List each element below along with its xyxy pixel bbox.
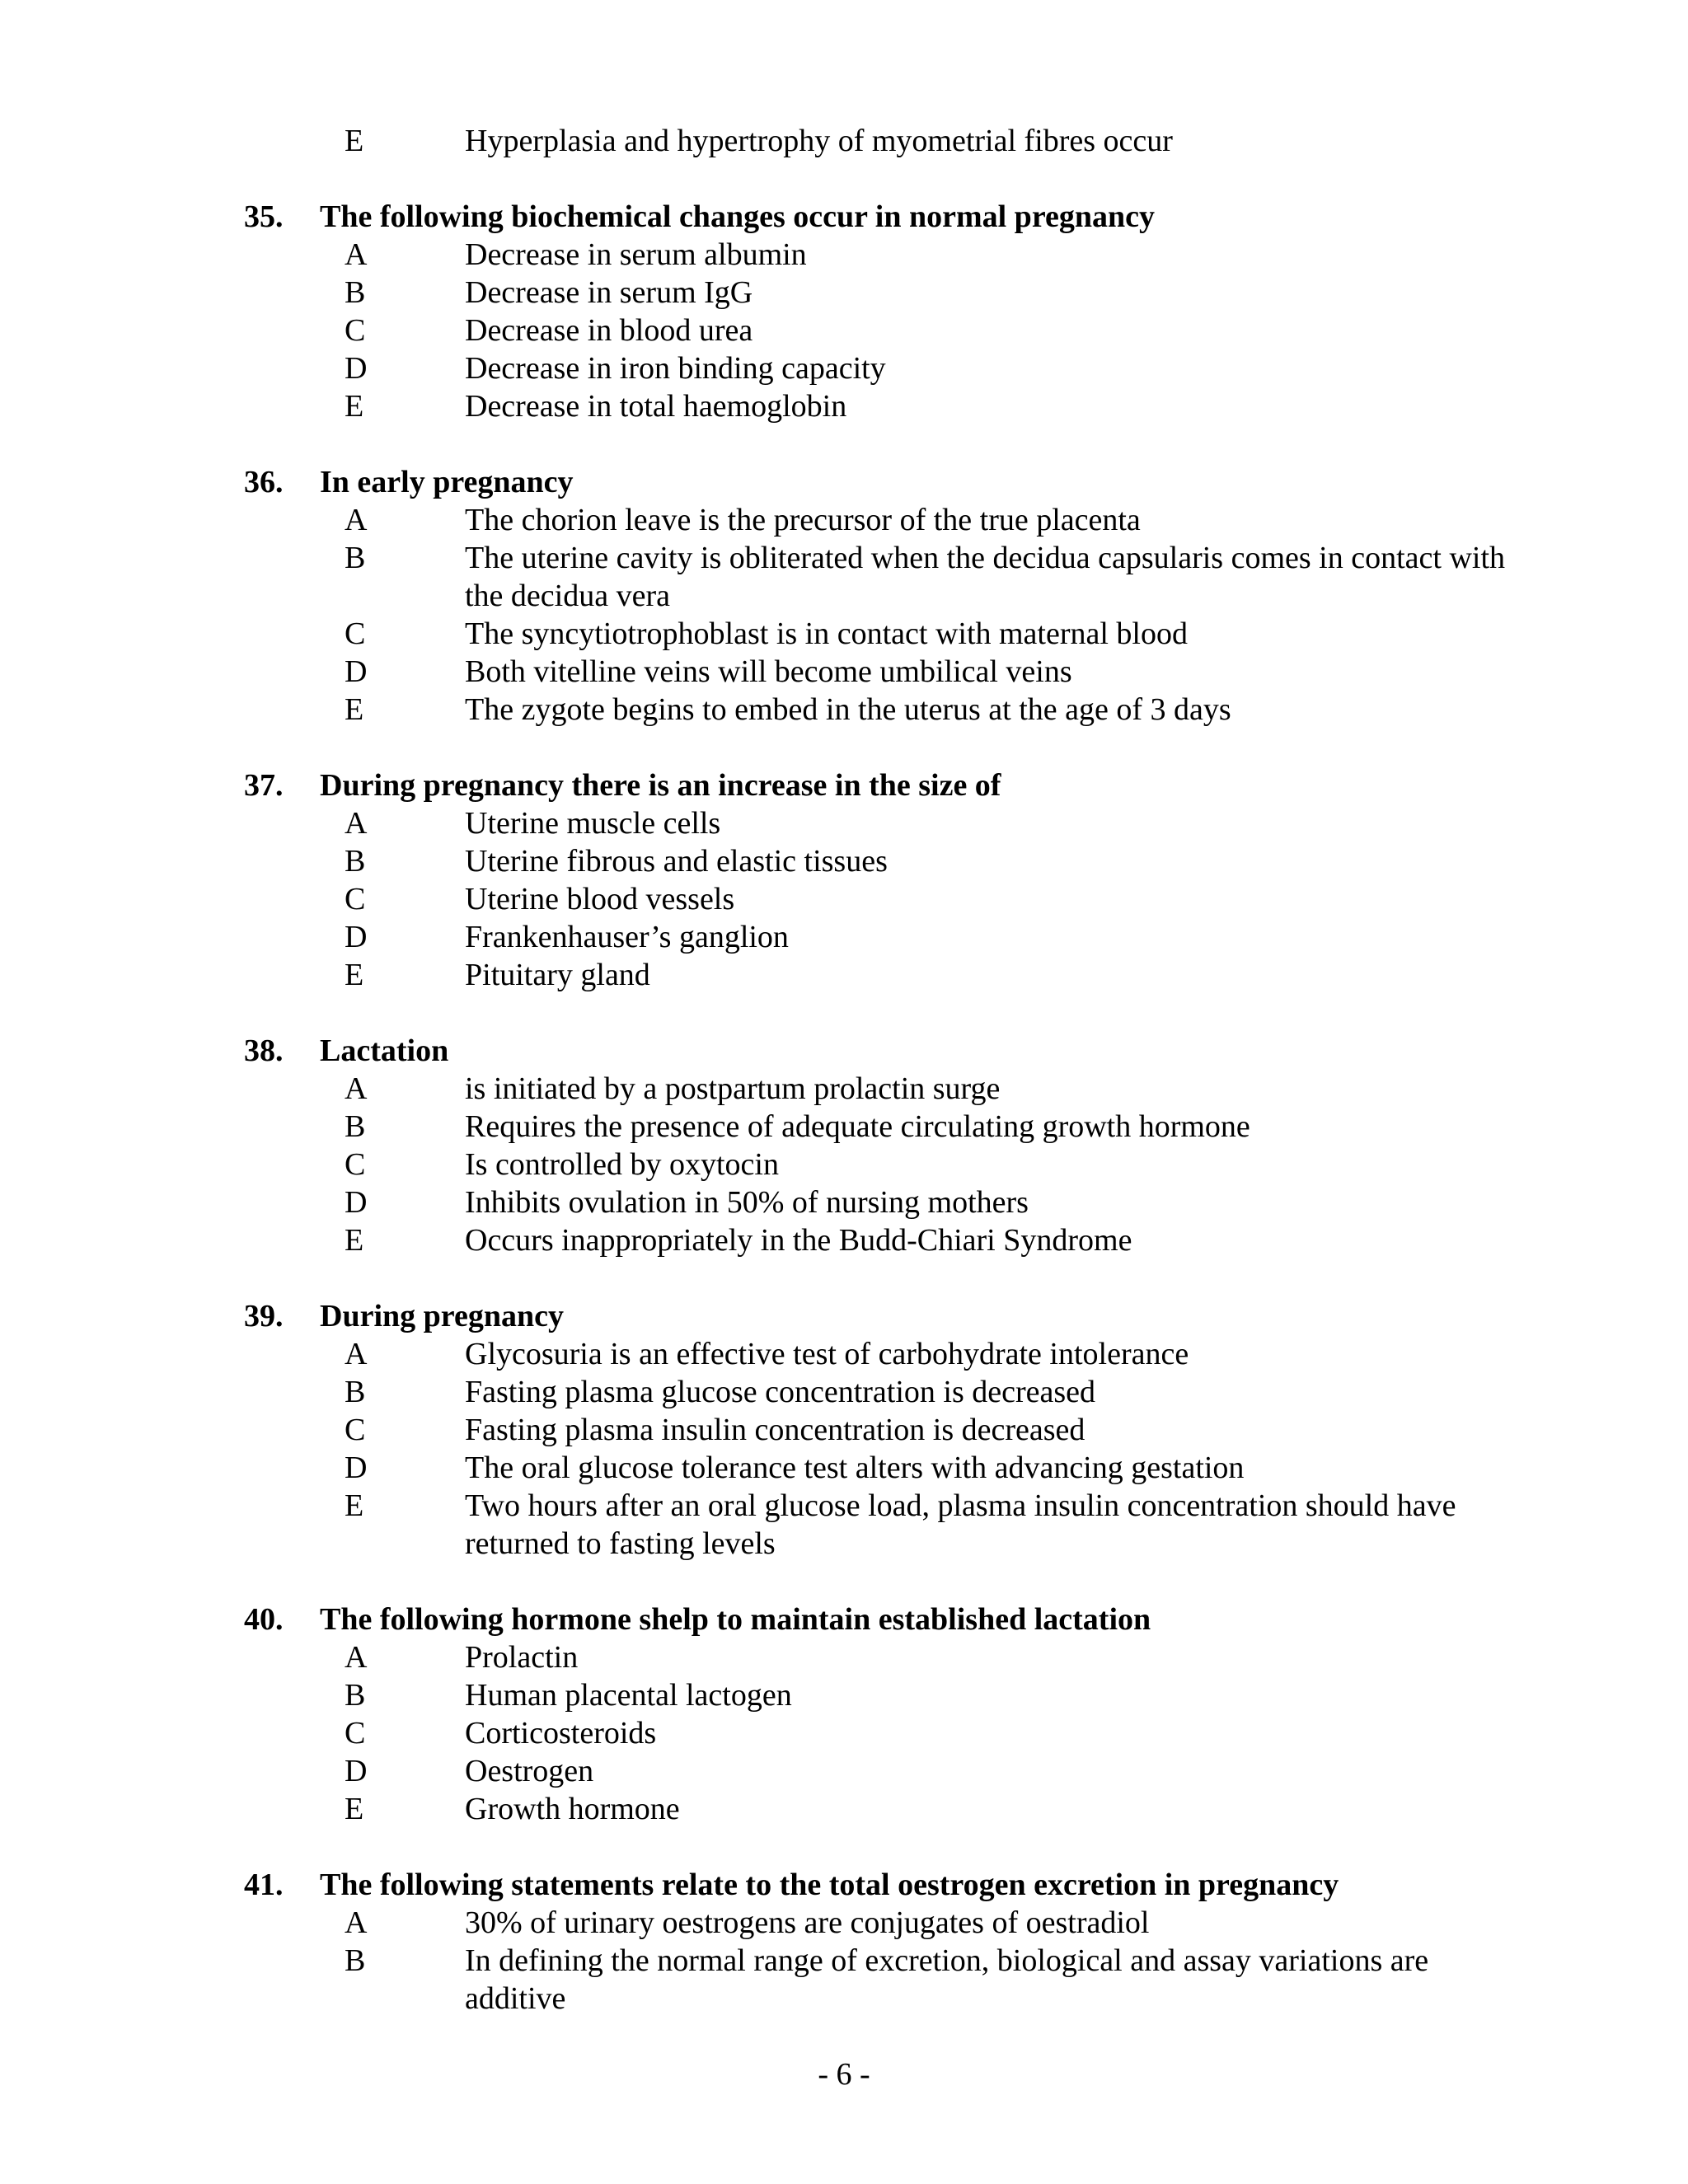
option-letter: A xyxy=(345,237,368,272)
answer-option xyxy=(244,1183,1530,1221)
answer-option xyxy=(244,918,1530,956)
question-number: 35. xyxy=(244,199,284,234)
question-block xyxy=(244,463,1530,729)
option-letter: D xyxy=(345,351,368,386)
question-number: 36. xyxy=(244,465,284,499)
option-letter: B xyxy=(345,541,366,575)
option-letter: A xyxy=(345,1640,368,1675)
option-text: Human placental lactogen xyxy=(465,1678,792,1713)
answer-option xyxy=(244,1108,1530,1146)
option-text: Oestrogen xyxy=(465,1754,594,1788)
option-letter: D xyxy=(345,1754,368,1788)
question-block xyxy=(244,198,1530,425)
option-letter: B xyxy=(345,844,366,879)
option-text: Decrease in serum albumin xyxy=(465,237,807,272)
question-heading xyxy=(244,1601,1530,1638)
option-text: Prolactin xyxy=(465,1640,579,1675)
question-stem: Lactation xyxy=(320,1033,449,1068)
option-letter: E xyxy=(345,1488,364,1523)
option-text: Decrease in total haemoglobin xyxy=(465,389,847,424)
answer-option xyxy=(244,1449,1530,1487)
option-text: Pituitary gland xyxy=(465,958,650,992)
answer-option xyxy=(244,1714,1530,1752)
question-block xyxy=(244,1866,1530,2018)
option-text: Uterine muscle cells xyxy=(465,806,721,841)
question-heading xyxy=(244,766,1530,804)
option-text: The chorion leave is the precursor of the true placenta xyxy=(465,503,1141,537)
option-letter: D xyxy=(345,920,368,954)
question-heading xyxy=(244,1032,1530,1070)
answer-option xyxy=(244,349,1530,387)
question-heading xyxy=(244,463,1530,501)
option-text: Occurs inappropriately in the Budd-Chiari Syndrome xyxy=(465,1223,1132,1258)
option-letter: A xyxy=(345,806,368,841)
answer-option xyxy=(244,880,1530,918)
option-letter: D xyxy=(345,654,368,689)
option-text: The oral glucose tolerance test alters with advancing gestation xyxy=(465,1451,1245,1485)
answer-option xyxy=(244,804,1530,842)
answer-option xyxy=(244,1335,1530,1373)
option-letter: D xyxy=(345,1185,368,1220)
answer-option xyxy=(244,956,1530,994)
answer-option xyxy=(244,691,1530,729)
option-letter: C xyxy=(345,616,366,651)
option-text: Requires the presence of adequate circulating growth hormone xyxy=(465,1109,1250,1144)
option-letter: E xyxy=(345,1792,364,1826)
option-text: Growth hormone xyxy=(465,1792,680,1826)
question-stem: The following hormone shelp to maintain established lactation xyxy=(320,1602,1151,1637)
option-letter: C xyxy=(345,1716,366,1750)
answer-option xyxy=(244,842,1530,880)
answer-option xyxy=(244,615,1530,653)
answer-option xyxy=(244,1790,1530,1828)
answer-option xyxy=(244,1487,1530,1563)
answer-option xyxy=(244,312,1530,349)
option-text: Both vitelline veins will become umbilical veins xyxy=(465,654,1072,689)
option-text: Uterine fibrous and elastic tissues xyxy=(465,844,888,879)
option-letter: C xyxy=(345,1413,366,1447)
option-letter: C xyxy=(345,1147,366,1182)
answer-option xyxy=(244,387,1530,425)
question-block xyxy=(244,1601,1530,1828)
option-letter: A xyxy=(345,1337,368,1371)
option-text: Inhibits ovulation in 50% of nursing mothers xyxy=(465,1185,1029,1220)
answer-option xyxy=(244,1070,1530,1108)
answer-option xyxy=(244,1904,1530,1942)
answer-option xyxy=(244,653,1530,691)
option-text: 30% of urinary oestrogens are conjugates of oestradiol xyxy=(465,1905,1150,1940)
option-text: is initiated by a postpartum prolactin surge xyxy=(465,1071,1001,1106)
option-text: The syncytiotrophoblast is in contact with maternal blood xyxy=(465,616,1188,651)
question-stem: During pregnancy xyxy=(320,1299,564,1333)
option-letter: B xyxy=(345,275,366,310)
question-list xyxy=(244,122,1530,2055)
option-text: The zygote begins to embed in the uterus at the age of 3 days xyxy=(465,692,1231,727)
question-number: 41. xyxy=(244,1868,284,1902)
question-block xyxy=(244,122,1530,160)
answer-option xyxy=(244,236,1530,274)
answer-option xyxy=(244,1676,1530,1714)
option-letter: E xyxy=(345,389,364,424)
option-text: Decrease in iron binding capacity xyxy=(465,351,886,386)
option-text: Fasting plasma insulin concentration is decreased xyxy=(465,1413,1085,1447)
option-letter: A xyxy=(345,1905,368,1940)
option-letter: E xyxy=(345,1223,364,1258)
option-letter: E xyxy=(345,692,364,727)
option-text: Decrease in blood urea xyxy=(465,313,753,348)
option-text: The uterine cavity is obliterated when the decidua capsularis comes in contact with the decidua vera xyxy=(465,541,1505,613)
option-letter: E xyxy=(345,124,364,158)
question-block xyxy=(244,1297,1530,1563)
option-letter: A xyxy=(345,1071,368,1106)
answer-option xyxy=(244,1221,1530,1259)
question-block xyxy=(244,766,1530,994)
option-letter: C xyxy=(345,882,366,916)
option-letter: E xyxy=(345,958,364,992)
option-text: Hyperplasia and hypertrophy of myometrial fibres occur xyxy=(465,124,1173,158)
answer-option xyxy=(244,1373,1530,1411)
answer-option xyxy=(244,1411,1530,1449)
question-heading xyxy=(244,1866,1530,1904)
option-text: In defining the normal range of excretion, biological and assay variations are additive xyxy=(465,1943,1429,2016)
option-letter: B xyxy=(345,1943,366,1978)
answer-option xyxy=(244,1146,1530,1183)
question-heading xyxy=(244,198,1530,236)
option-letter: A xyxy=(345,503,368,537)
question-block xyxy=(244,1032,1530,1259)
question-number: 37. xyxy=(244,768,284,803)
answer-option xyxy=(244,1942,1530,2018)
answer-option xyxy=(244,501,1530,539)
option-text: Fasting plasma glucose concentration is decreased xyxy=(465,1375,1096,1409)
question-heading xyxy=(244,1297,1530,1335)
option-letter: B xyxy=(345,1678,366,1713)
option-letter: C xyxy=(345,313,366,348)
question-number: 40. xyxy=(244,1602,284,1637)
answer-option xyxy=(244,274,1530,312)
question-number: 38. xyxy=(244,1033,284,1068)
question-stem: In early pregnancy xyxy=(320,465,574,499)
question-stem: During pregnancy there is an increase in the size of xyxy=(320,768,1001,803)
question-number: 39. xyxy=(244,1299,284,1333)
option-text: Corticosteroids xyxy=(465,1716,657,1750)
option-text: Frankenhauser’s ganglion xyxy=(465,920,789,954)
option-text: Two hours after an oral glucose load, plasma insulin concentration should have returned to fasting levels xyxy=(465,1488,1456,1561)
option-text: Decrease in serum IgG xyxy=(465,275,753,310)
page-number: - 6 - xyxy=(818,2057,870,2092)
question-stem: The following statements relate to the total oestrogen excretion in pregnancy xyxy=(320,1868,1339,1902)
option-text: Is controlled by oxytocin xyxy=(465,1147,779,1182)
answer-option xyxy=(244,1752,1530,1790)
answer-option xyxy=(244,122,1530,160)
question-stem: The following biochemical changes occur in normal pregnancy xyxy=(320,199,1155,234)
option-letter: D xyxy=(345,1451,368,1485)
option-text: Glycosuria is an effective test of carbohydrate intolerance xyxy=(465,1337,1189,1371)
answer-option xyxy=(244,539,1530,615)
option-letter: B xyxy=(345,1109,366,1144)
option-text: Uterine blood vessels xyxy=(465,882,735,916)
answer-option xyxy=(244,1638,1530,1676)
option-letter: B xyxy=(345,1375,366,1409)
